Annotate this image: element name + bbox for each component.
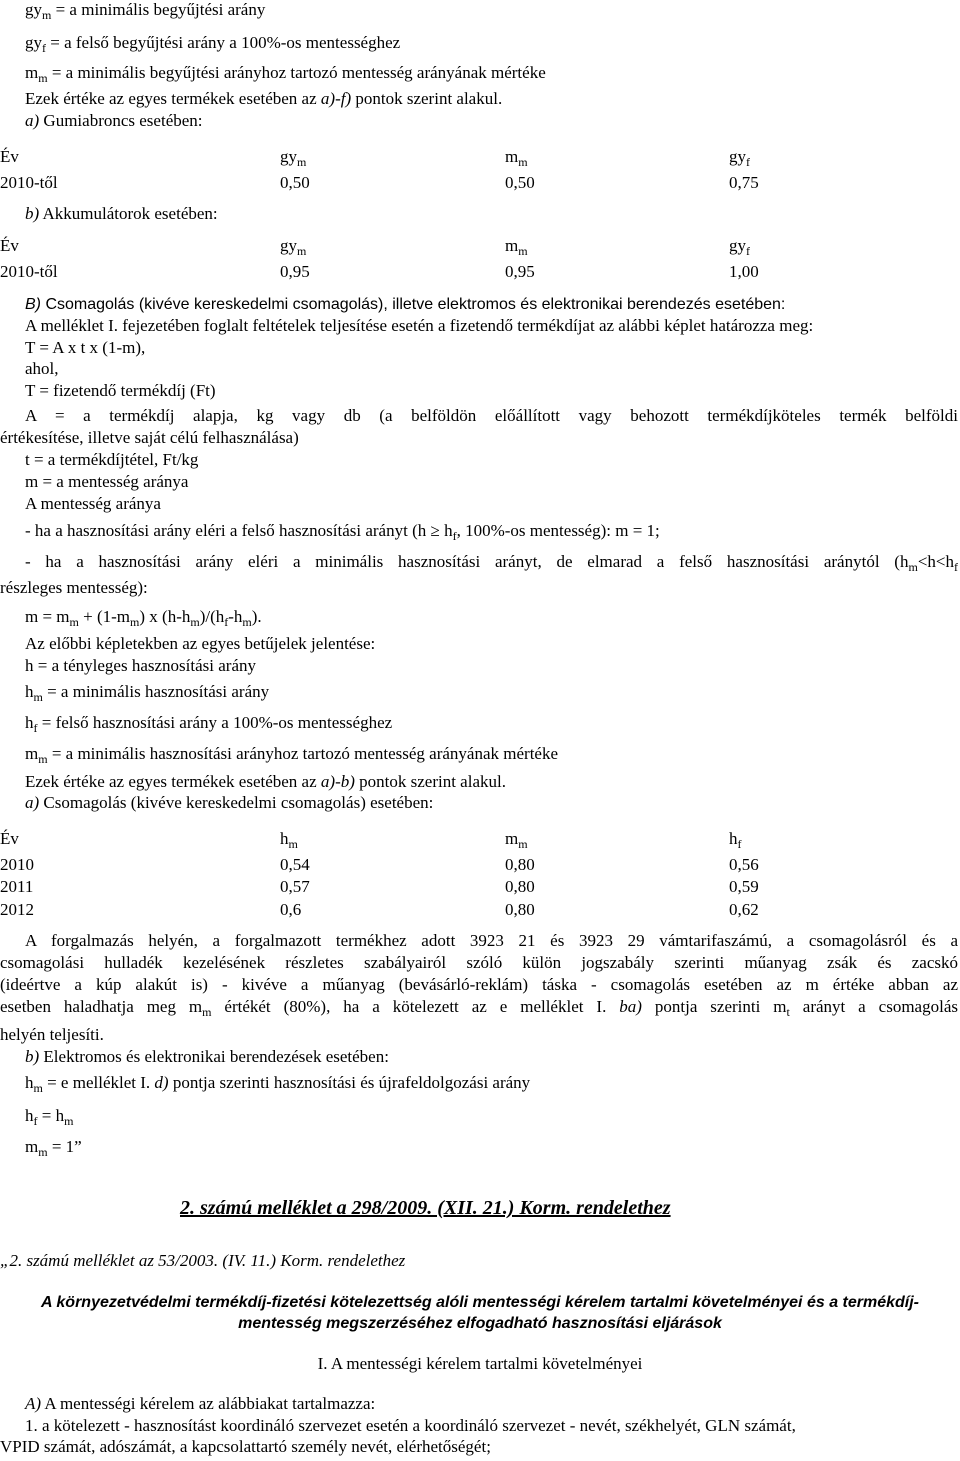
akku-title: b) Akkumulátorok esetében: — [25, 204, 218, 223]
tt-def: t = a termékdíjtétel, Ft/kg — [25, 450, 199, 469]
akku-h-mm: $m_m$ — [505, 236, 528, 258]
m-formula: $m = m_m + (1-m_m)$ x $(h-h_m)/(h_f-h_m)$. — [25, 607, 262, 629]
para-line-3: (ideértve a kúp alakút is) - kivéve a műanyag (bevásárló-reklám) táska - csomagolás esetében az m értéke abban az — [0, 975, 958, 994]
csomag-r1-mm: 0,80 — [505, 855, 535, 874]
akku-h-ev: Év — [0, 236, 19, 255]
csomag-r2-hm: 0,57 — [280, 877, 310, 896]
betujelek: Az előbbi képletekben az egyes betűjelek jelentése: — [25, 634, 376, 653]
bold-title-line-2: mentesség megszerzéséhez elfogadható hasznosítási eljárások — [238, 1315, 722, 1332]
csomag-r1-ev: 2010 — [0, 855, 34, 874]
quote-line: „2. számú melléklet az 53/2003. (IV. 11.) Korm. rendelethez — [0, 1251, 406, 1270]
roman-heading: I. A mentességi kérelem tartalmi követelményei — [317, 1354, 643, 1373]
csomag-r3-ev: 2012 — [0, 900, 34, 919]
hm-def: $h_m = a$ minimális hasznosítási arány — [25, 682, 270, 704]
e-hf: $h_f = h_m$ — [25, 1106, 74, 1128]
ahol: ahol, — [25, 359, 59, 378]
melleklet-line: A melléklet I. fejezetében foglalt feltételek teljesítése esetén a fizetendő termékdíjat az alábbi képlet határozza meg: — [25, 316, 814, 335]
csomag-h-ev: Év — [0, 829, 19, 848]
e-hm: $h_m = e$ melléklet I. d) pontja szerinti hasznosítási és újrafeldolgozási arány — [25, 1073, 531, 1095]
dash-2: - ha a hasznosítási arány eléri a minimális hasznosítási arányt, de elmarad a felső hasznosítási aránytól ($h_m<h<h_f$ — [25, 552, 958, 574]
formula: T = A x t x (1-m), — [25, 338, 146, 357]
csomag-h-hm: $h_m$ — [280, 829, 298, 851]
h-def: h = a tényleges hasznosítási arány — [25, 656, 256, 675]
csomag-r1-hf: 0,56 — [729, 855, 759, 874]
e-mm: $m_m = 1$” — [25, 1137, 82, 1159]
csomag-r3-mm: 0,80 — [505, 900, 535, 919]
gumi-h-gyf: $gy_f$ — [729, 147, 750, 169]
csomag-r2-hf: 0,59 — [729, 877, 759, 896]
akku-h-gyf: $gy_f$ — [729, 236, 750, 258]
dash-2-cont: részleges mentesség): — [0, 578, 148, 597]
gumi-r-ev: 2010-től — [0, 173, 58, 192]
para-line-4: esetben haladhatja meg $m_m$ értékét (80%), ha a kötelezett az e melléklet I. ba) pontja szerinti $m_t$ arányt a csomagolás — [0, 997, 958, 1019]
csomag-h-mm: $m_m$ — [505, 829, 528, 851]
csomag-title: a) Csomagolás (kivéve kereskedelmi csomagolás) esetében: — [25, 793, 434, 812]
bold-title-line-1: A környezetvédelmi termékdíj-fizetési kötelezettség alóli mentességi kérelem tartalmi követelményei és a termékdíj- — [41, 1294, 919, 1311]
akku-r-ev: 2010-től — [0, 262, 58, 281]
akku-r-gym: 0,95 — [280, 262, 310, 281]
akku-r-gyf: 1,00 — [729, 262, 759, 281]
para-line-2: csomagolási hulladék kezelésének részletes szabályairól szóló külön jogszabály szerinti műanyag zsák és zacskó — [0, 953, 958, 972]
a-def-2: értékesítése, illetve saját célú felhasználása) — [0, 428, 299, 447]
para-line-5: helyén teljesíti. — [0, 1025, 104, 1044]
melleklet-heading: 2. számú melléklet a 298/2009. (XII. 21.) Korm. rendelethez — [180, 1197, 671, 1219]
csomag-r2-ev: 2011 — [0, 877, 34, 896]
mentesseg: A mentesség aránya — [25, 494, 161, 513]
def-mm: $m_m = a$ minimális begyűjtési arányhoz tartozó mentesség arányának mértéke — [25, 63, 546, 85]
csomag-r1-hm: 0,54 — [280, 855, 310, 874]
hf-def: $h_f$ = felső hasznosítási arány a 100%-os mentességhez — [25, 713, 393, 735]
gumi-r-gyf: 0,75 — [729, 173, 759, 192]
section-b-title: B) Csomagolás (kivéve kereskedelmi csomagolás), illetve elektromos és elektronikai berendezés esetében: — [25, 296, 786, 313]
dash-1: - ha a hasznosítási arány eléri a felső hasznosítási arányt ($h \ge h_f$, 100%-os mentesség): m = 1; — [25, 521, 660, 543]
def-gyf: $gy_f = a$ felső begyűjtési arány a 100%-os mentességhez — [25, 33, 401, 55]
gumi-r-mm: 0,50 — [505, 173, 535, 192]
t-def: T = fizetendő termékdíj (Ft) — [25, 381, 216, 400]
gumi-r-gym: 0,50 — [280, 173, 310, 192]
elektro-title: b) Elektromos és elektronikai berendezések esetében: — [25, 1047, 389, 1066]
akku-h-gym: $gy_m$ — [280, 236, 307, 258]
a-def-1: A = a termékdíj alapja, kg vagy db (a belföldön előállított vagy behozott termékdíjköteles termék belföldi — [25, 406, 958, 425]
gumi-h-mm: $m_m$ — [505, 147, 528, 169]
gumi-h-gym: $gy_m$ — [280, 147, 307, 169]
gumi-title: a) Gumiabroncs esetében: — [25, 111, 203, 130]
csomag-r3-hf: 0,62 — [729, 900, 759, 919]
a-contain: A) A mentességi kérelem az alábbiakat tartalmazza: — [25, 1394, 376, 1413]
csomag-r3-hm: 0,6 — [280, 900, 302, 919]
gumi-h-ev: Év — [0, 147, 19, 166]
item-1-line-2: VPID számát, adószámát, a kapcsolattartó személy nevét, elérhetőségét; — [0, 1437, 491, 1456]
csomag-r2-mm: 0,80 — [505, 877, 535, 896]
csomag-h-hf: $h_f$ — [729, 829, 742, 851]
akku-r-mm: 0,95 — [505, 262, 535, 281]
values-note-b: Ezek értéke az egyes termékek esetében az a)-b) pontok szerint alakul. — [25, 772, 506, 791]
m-def: m = a mentesség aránya — [25, 472, 189, 491]
def-gym: $gy_m = a$ minimális begyűjtési arány — [25, 0, 266, 22]
mm-def: $m_m = a$ minimális hasznosítási arányhoz tartozó mentesség arányának mértéke — [25, 744, 559, 766]
values-note-a: Ezek értéke az egyes termékek esetében az a)-f) pontok szerint alakul. — [25, 89, 503, 108]
para-line-1: A forgalmazás helyén, a forgalmazott termékhez adott 3923 21 és 3923 29 vámtarifaszámú, a csomagolásról és a — [25, 931, 958, 950]
item-1-line-1: 1. a kötelezett - hasznosítást koordináló szervezet esetén a koordináló szervezet - nevét, székhelyét, GLN számát, — [25, 1416, 796, 1435]
